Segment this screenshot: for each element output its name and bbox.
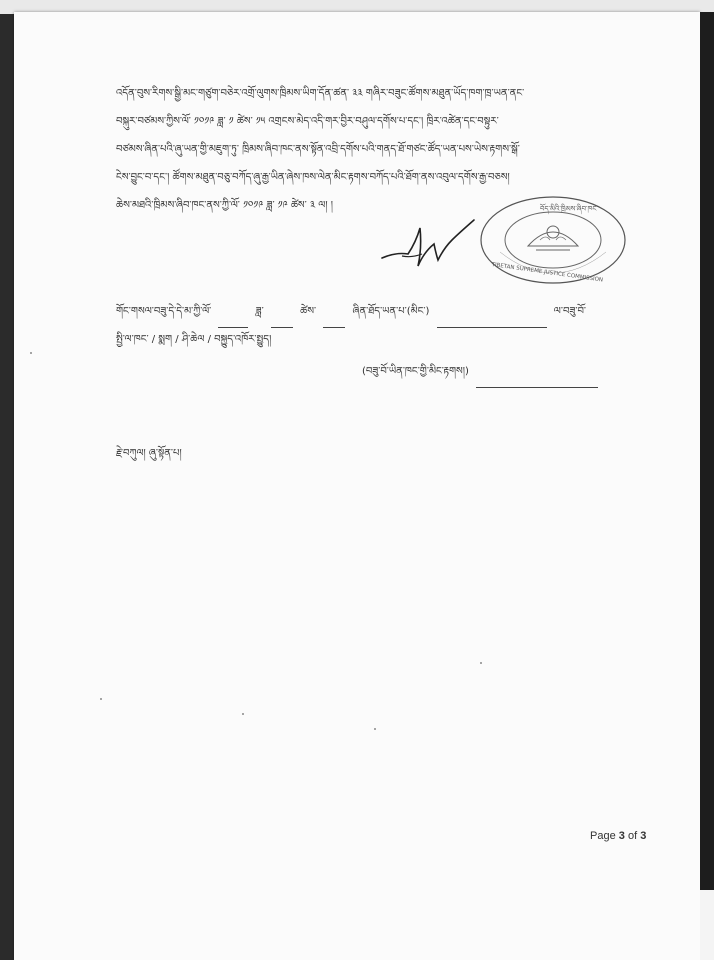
signature-blank[interactable] [476, 377, 598, 388]
handwritten-signature [378, 208, 488, 278]
scan-speck [30, 352, 32, 354]
seal-text: TIBETAN SUPREME JUSTICE COMMISSION [491, 262, 604, 284]
scan-speck [100, 698, 102, 700]
paragraph-line: ངེས་བྱུང་བ་དང་། ཚོགས་མཐུན་བཅུ་བཀོད་ཞུ་རྒྱ་ཡིན་ཞེས་ཁས་ལེན་མིང་རྟགས་བཀོད་པའི་ཐོག་ནས་འབུལ་དགོས་རྒྱ་བཅས། [116, 172, 510, 183]
paragraph-line: བཙམས་ཞིན་པའི་ཞུ་ཡན་གྱི་མཇུག་ཏུ་ ཁྲིམས་ཞིབ་ཁང་ནས་སྟོན་འབྲི་དགོས་པའི་གནད་ཐོ་གཙང་ཚོད་ཡན་པས་ཡེས་རྟགས་སྒོ་ [116, 144, 520, 155]
scan-speck [242, 713, 244, 715]
form-label-recipient: ལ་བཟུ་བོ་ [553, 306, 586, 317]
form-label-month: ཟླ་ [255, 306, 264, 317]
paragraph-line: ཆེས་མཐའི་ཁྲིམས་ཞིབ་ཁང་ནས་ཀྱི་ལོ་ ༡༠༡༩ ཟླ་ ༡༩ ཚེས་ ༣ ལ། ། [116, 200, 333, 211]
year-blank[interactable] [218, 317, 248, 328]
scan-speck [374, 728, 376, 730]
background-strip [700, 12, 714, 960]
form-row-signature-label [362, 360, 602, 388]
form-row-date [116, 300, 586, 328]
paragraph-line: འདོན་བུས་རིགས་སྒྱི་མང་གཙུག་བཅེར་འགྲོ་ལུགས་ཁྲིམས་ཡིག་དོན་ཚན་ ༣༣ གཞིར་བཟུང་ཚོགས་མཐུན་ཡོད་ཁག་ཁྲ་ཡན་ནང་ [116, 88, 525, 99]
month-blank[interactable] [271, 317, 293, 328]
day-blank[interactable] [323, 317, 345, 328]
paragraph-line: བསྐུར་བཙམས་ཀྱིས་ལོ་ ༡༠༡༩ ཟླ་ ༡ ཚེས་ ༡༥ འགྲངས་མེད་འདི་གར་བྱིར་བཤུལ་དགོས་པ་དང་། ཁྲིར་འཚེན་དང་བསྟུར་ [116, 116, 499, 127]
form-label-name: ཞིན་ཐོད་ཡན་པ་(མིང་) [352, 306, 430, 317]
form-label-day: ཚེས་ [300, 306, 317, 317]
page-of: of [627, 830, 638, 842]
name-blank[interactable] [437, 317, 547, 328]
seal-title: བོད་མིའི་ཁྲིམས་ཞིབ་ཁང་ [540, 205, 598, 213]
background-strip-light [700, 890, 714, 960]
page-total: 3 [640, 830, 647, 842]
form-row-options: སྤྱི་ལ་ཁང་ / སྨག / ཤི་ཆེལ / བསྐྱུད་འཁོར་སྤྱུད། [116, 334, 272, 345]
scan-speck [480, 662, 482, 664]
sign-label: རྗེ་བཀུལ། ཞུ་སྟོན་པ། [116, 448, 182, 459]
page-number [590, 830, 646, 842]
form-label-year: གོང་གསལ་བཟུ་དེ་དེ་མ་ཀྱི་ལོ་ [116, 306, 212, 317]
page-prefix: Page [590, 830, 616, 842]
page-current: 3 [618, 830, 625, 842]
signature-caption: (བཟུ་བོ་ཡིན་ཁང་གྱི་མིང་རྟགས།) [362, 366, 469, 377]
